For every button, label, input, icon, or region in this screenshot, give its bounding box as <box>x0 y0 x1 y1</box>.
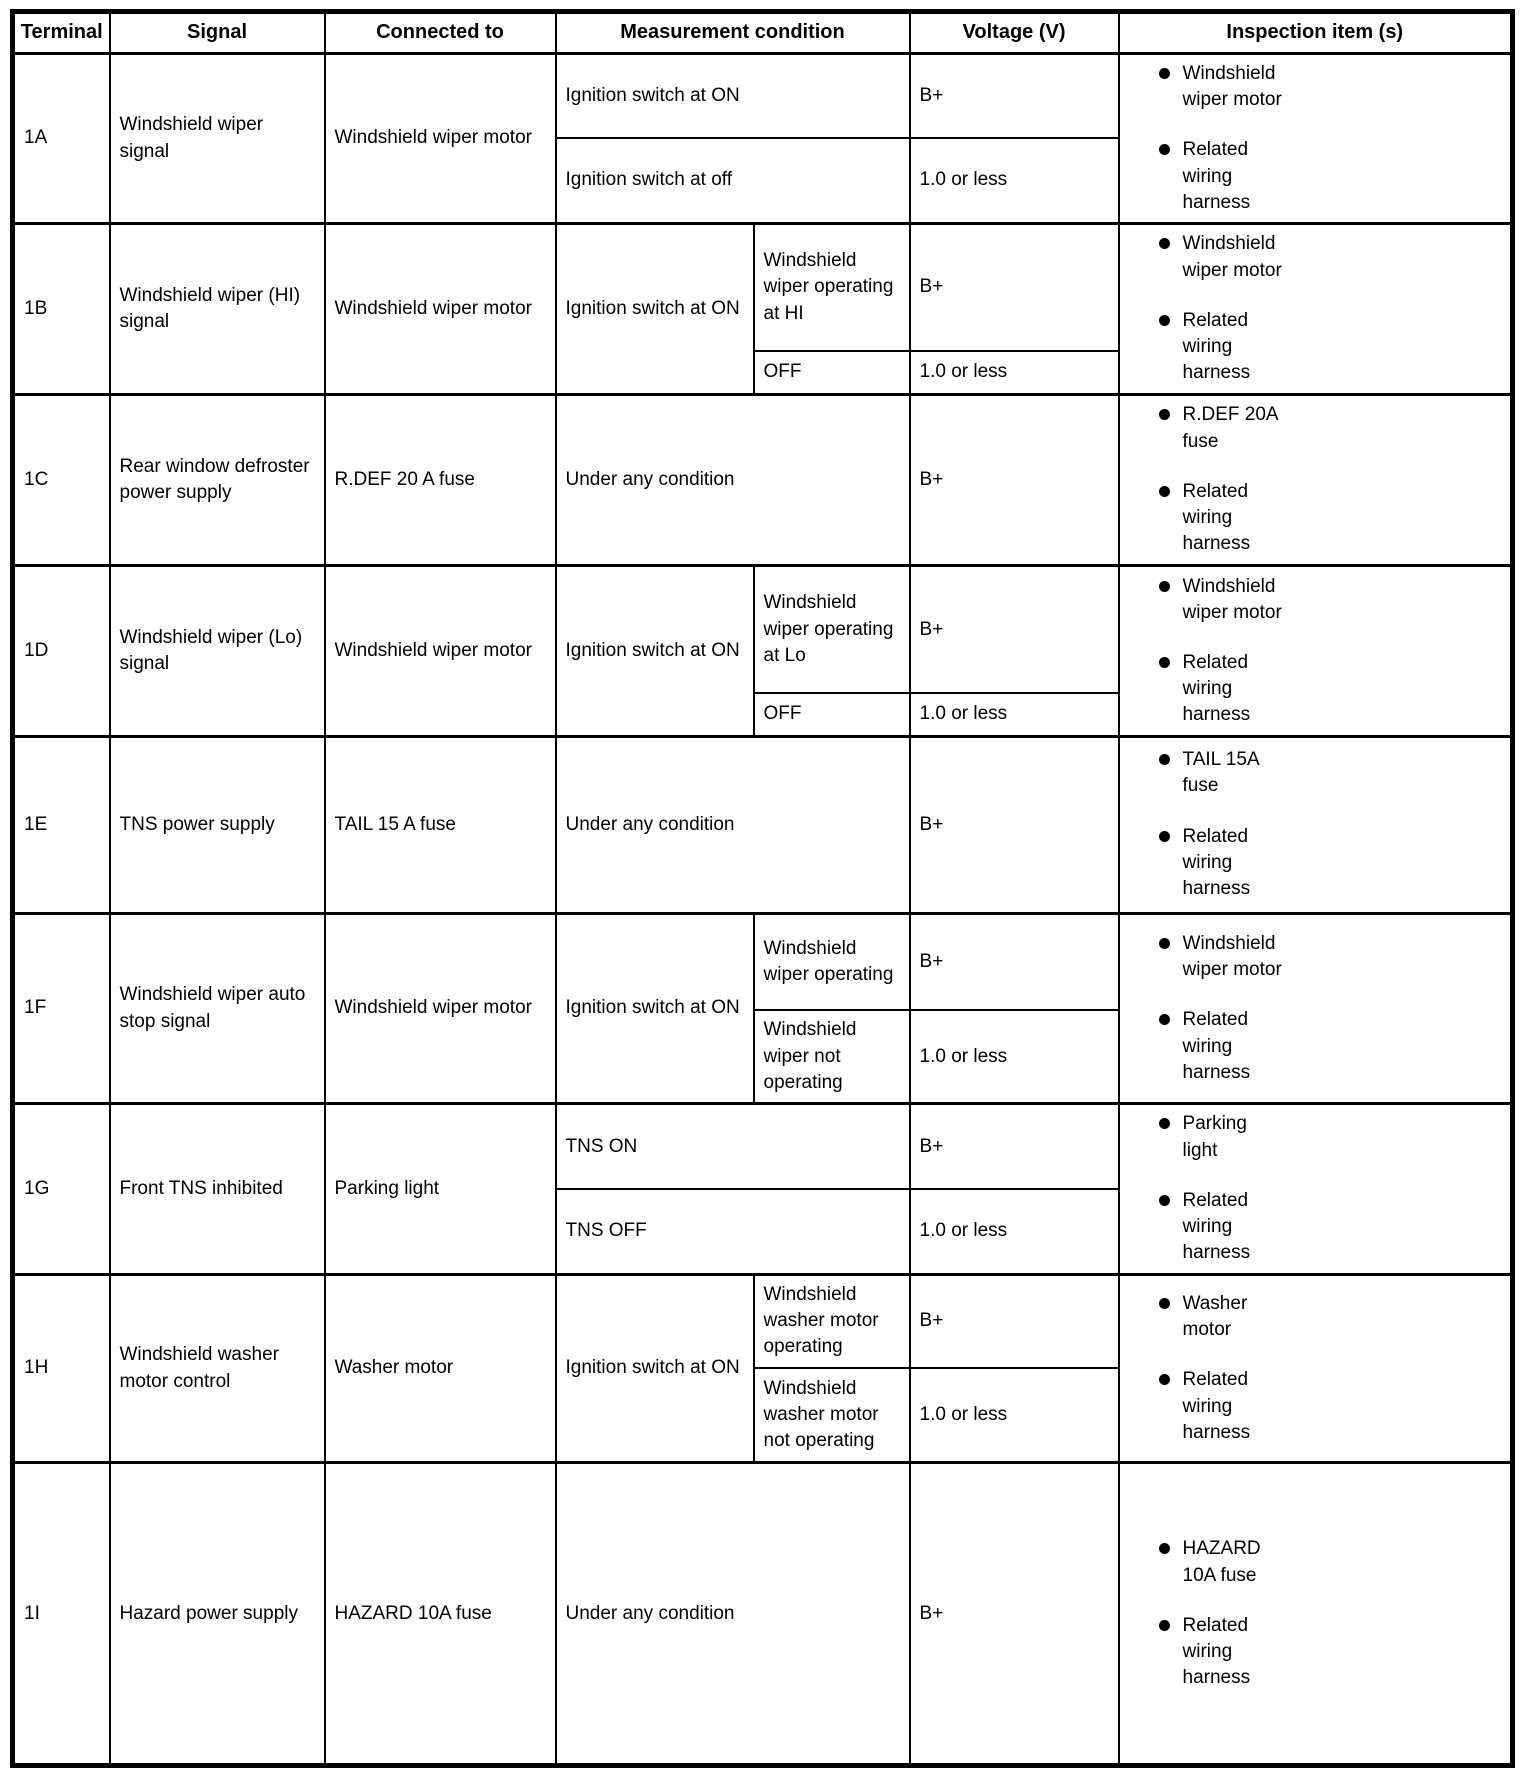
bullet-icon <box>1159 581 1170 592</box>
inspection-cell <box>1119 1274 1513 1463</box>
inspection-item-text: Related wiring harness <box>1182 1189 1251 1264</box>
row-group-1e <box>13 736 1513 913</box>
condition-cell: Under any condition <box>556 394 910 566</box>
signal-cell: Front TNS inhibited <box>110 1104 325 1274</box>
inspection-item-text: Related wiring harness <box>1182 652 1251 726</box>
connected-to-cell: Windshield wiper motor <box>325 566 556 737</box>
inspection-cell <box>1119 54 1513 224</box>
bullet-icon <box>1159 657 1170 668</box>
table-header <box>13 12 1513 54</box>
inspection-item <box>1159 479 1503 558</box>
inspection-item-text: Parking light <box>1182 1113 1247 1161</box>
connected-to-cell: Windshield wiper motor <box>325 224 556 395</box>
sub-condition-cell: OFF <box>754 693 910 736</box>
signal-cell: Windshield wiper signal <box>110 54 325 224</box>
inspection-item-text: Windshield wiper motor <box>1182 63 1282 111</box>
terminal-cell: 1D <box>13 566 110 737</box>
inspection-item <box>1159 574 1503 626</box>
condition-cell: Under any condition <box>556 736 910 913</box>
bullet-icon <box>1159 409 1170 420</box>
terminal-cell: 1B <box>13 224 110 395</box>
voltage-cell: 1.0 or less <box>910 1189 1119 1274</box>
inspection-item <box>1159 61 1503 113</box>
base-condition-cell: Ignition switch at ON <box>556 913 754 1104</box>
col-header-inspection: Inspection item (s) <box>1119 12 1513 54</box>
table-row <box>13 736 1513 913</box>
inspection-item <box>1159 1613 1503 1692</box>
inspection-item <box>1159 1188 1503 1267</box>
inspection-item-text: Windshield wiper motor <box>1182 575 1282 623</box>
table-row <box>13 913 1513 1010</box>
col-header-voltage: Voltage (V) <box>910 12 1119 54</box>
inspection-item <box>1159 137 1503 216</box>
table-row <box>13 394 1513 566</box>
sub-condition-cell: Windshield wiper operating at HI <box>754 224 910 351</box>
bullet-icon <box>1159 938 1170 949</box>
col-header-terminal: Terminal <box>13 12 110 54</box>
signal-cell: Windshield wiper (HI) signal <box>110 224 325 395</box>
bullet-icon <box>1159 1118 1170 1129</box>
voltage-cell: 1.0 or less <box>910 1010 1119 1104</box>
inspection-cell <box>1119 394 1513 566</box>
col-header-connected-to: Connected to <box>325 12 556 54</box>
inspection-item-text: HAZARD 10A fuse <box>1182 1538 1261 1586</box>
terminal-voltage-table <box>10 9 1515 1768</box>
sub-condition-cell: Windshield washer motor operating <box>754 1274 910 1368</box>
inspection-item-text: Related wiring harness <box>1182 139 1251 213</box>
inspection-item-text: Related wiring harness <box>1182 1614 1251 1689</box>
inspection-item <box>1159 1536 1503 1588</box>
inspection-cell <box>1119 1104 1513 1274</box>
inspection-item <box>1159 402 1503 454</box>
inspection-item <box>1159 1291 1503 1343</box>
bullet-icon <box>1159 238 1170 249</box>
row-group-1h <box>13 1274 1513 1463</box>
signal-cell: Hazard power supply <box>110 1463 325 1766</box>
bullet-icon <box>1159 144 1170 155</box>
terminal-cell: 1C <box>13 394 110 566</box>
connected-to-cell: HAZARD 10A fuse <box>325 1463 556 1766</box>
row-group-1f <box>13 913 1513 1104</box>
bullet-icon <box>1159 1543 1170 1554</box>
condition-cell: Ignition switch at off <box>556 138 910 224</box>
sub-condition-cell: Windshield wiper operating <box>754 913 910 1010</box>
inspection-item <box>1159 1007 1503 1086</box>
signal-cell: Rear window defroster power supply <box>110 394 325 566</box>
row-group-1i <box>13 1463 1513 1766</box>
base-condition-cell: Ignition switch at ON <box>556 566 754 737</box>
table-row <box>13 1104 1513 1189</box>
signal-cell: Windshield wiper auto stop signal <box>110 913 325 1104</box>
sub-condition-cell: OFF <box>754 351 910 394</box>
inspection-cell <box>1119 566 1513 737</box>
bullet-icon <box>1159 1195 1170 1206</box>
condition-cell: TNS OFF <box>556 1189 910 1274</box>
connected-to-cell: TAIL 15 A fuse <box>325 736 556 913</box>
header-row <box>13 12 1513 54</box>
inspection-item-text: Related wiring harness <box>1182 825 1251 900</box>
connected-to-cell: Windshield wiper motor <box>325 54 556 224</box>
inspection-item-text: Windshield wiper motor <box>1182 233 1282 281</box>
row-group-1b <box>13 224 1513 395</box>
terminal-cell: 1I <box>13 1463 110 1766</box>
voltage-cell: 1.0 or less <box>910 1368 1119 1463</box>
voltage-cell: B+ <box>910 1274 1119 1368</box>
table-row <box>13 566 1513 693</box>
terminal-cell: 1E <box>13 736 110 913</box>
condition-cell: Under any condition <box>556 1463 910 1766</box>
col-header-signal: Signal <box>110 12 325 54</box>
row-group-1a <box>13 54 1513 224</box>
bullet-icon <box>1159 486 1170 497</box>
bullet-icon <box>1159 754 1170 765</box>
bullet-icon <box>1159 831 1170 842</box>
inspection-item-text: R.DEF 20A fuse <box>1182 404 1278 452</box>
voltage-cell: B+ <box>910 1463 1119 1766</box>
inspection-item <box>1159 308 1503 387</box>
inspection-item-text: Related wiring harness <box>1182 480 1251 555</box>
row-group-1c <box>13 394 1513 566</box>
voltage-cell: B+ <box>910 566 1119 693</box>
bullet-icon <box>1159 1298 1170 1309</box>
sub-condition-cell: Windshield wiper not operating <box>754 1010 910 1104</box>
voltage-cell: B+ <box>910 913 1119 1010</box>
voltage-cell: B+ <box>910 54 1119 138</box>
connected-to-cell: Washer motor <box>325 1274 556 1463</box>
voltage-cell: 1.0 or less <box>910 351 1119 394</box>
sub-condition-cell: Windshield washer motor not operating <box>754 1368 910 1463</box>
voltage-cell: B+ <box>910 394 1119 566</box>
inspection-item <box>1159 824 1503 903</box>
inspection-item <box>1159 231 1503 283</box>
connected-to-cell: R.DEF 20 A fuse <box>325 394 556 566</box>
signal-cell: Windshield washer motor control <box>110 1274 325 1463</box>
bullet-icon <box>1159 1374 1170 1385</box>
base-condition-cell: Ignition switch at ON <box>556 1274 754 1463</box>
bullet-icon <box>1159 68 1170 79</box>
table-row <box>13 224 1513 351</box>
inspection-item <box>1159 1367 1503 1446</box>
inspection-item-text: Windshield wiper motor <box>1182 932 1282 981</box>
terminal-cell: 1H <box>13 1274 110 1463</box>
bullet-icon <box>1159 1620 1170 1631</box>
terminal-cell: 1F <box>13 913 110 1104</box>
voltage-cell: B+ <box>910 224 1119 351</box>
terminal-cell: 1A <box>13 54 110 224</box>
condition-cell: Ignition switch at ON <box>556 54 910 138</box>
inspection-item-text: Related wiring harness <box>1182 309 1251 384</box>
voltage-cell: 1.0 or less <box>910 138 1119 224</box>
inspection-cell <box>1119 736 1513 913</box>
inspection-item <box>1159 931 1503 983</box>
voltage-cell: 1.0 or less <box>910 693 1119 736</box>
table-row <box>13 1463 1513 1766</box>
inspection-item-text: Related wiring harness <box>1182 1369 1251 1443</box>
inspection-item-text: Washer motor <box>1182 1292 1248 1341</box>
inspection-item <box>1159 650 1503 729</box>
inspection-cell <box>1119 224 1513 395</box>
base-condition-cell: Ignition switch at ON <box>556 224 754 395</box>
signal-cell: TNS power supply <box>110 736 325 913</box>
inspection-item-text: TAIL 15A fuse <box>1182 749 1259 797</box>
bullet-icon <box>1159 315 1170 326</box>
voltage-cell: B+ <box>910 1104 1119 1189</box>
inspection-cell <box>1119 1463 1513 1766</box>
inspection-item-text: Related wiring harness <box>1182 1009 1251 1083</box>
row-group-1g <box>13 1104 1513 1274</box>
voltage-cell: B+ <box>910 736 1119 913</box>
bullet-icon <box>1159 1014 1170 1025</box>
connected-to-cell: Parking light <box>325 1104 556 1274</box>
sub-condition-cell: Windshield wiper operating at Lo <box>754 566 910 693</box>
col-header-measurement-condition: Measurement condition <box>556 12 910 54</box>
terminal-cell: 1G <box>13 1104 110 1274</box>
table-row <box>13 1274 1513 1368</box>
inspection-item <box>1159 1111 1503 1163</box>
inspection-cell <box>1119 913 1513 1104</box>
row-group-1d <box>13 566 1513 737</box>
condition-cell: TNS ON <box>556 1104 910 1189</box>
inspection-item <box>1159 747 1503 799</box>
table-row <box>13 54 1513 138</box>
connected-to-cell: Windshield wiper motor <box>325 913 556 1104</box>
signal-cell: Windshield wiper (Lo) signal <box>110 566 325 737</box>
